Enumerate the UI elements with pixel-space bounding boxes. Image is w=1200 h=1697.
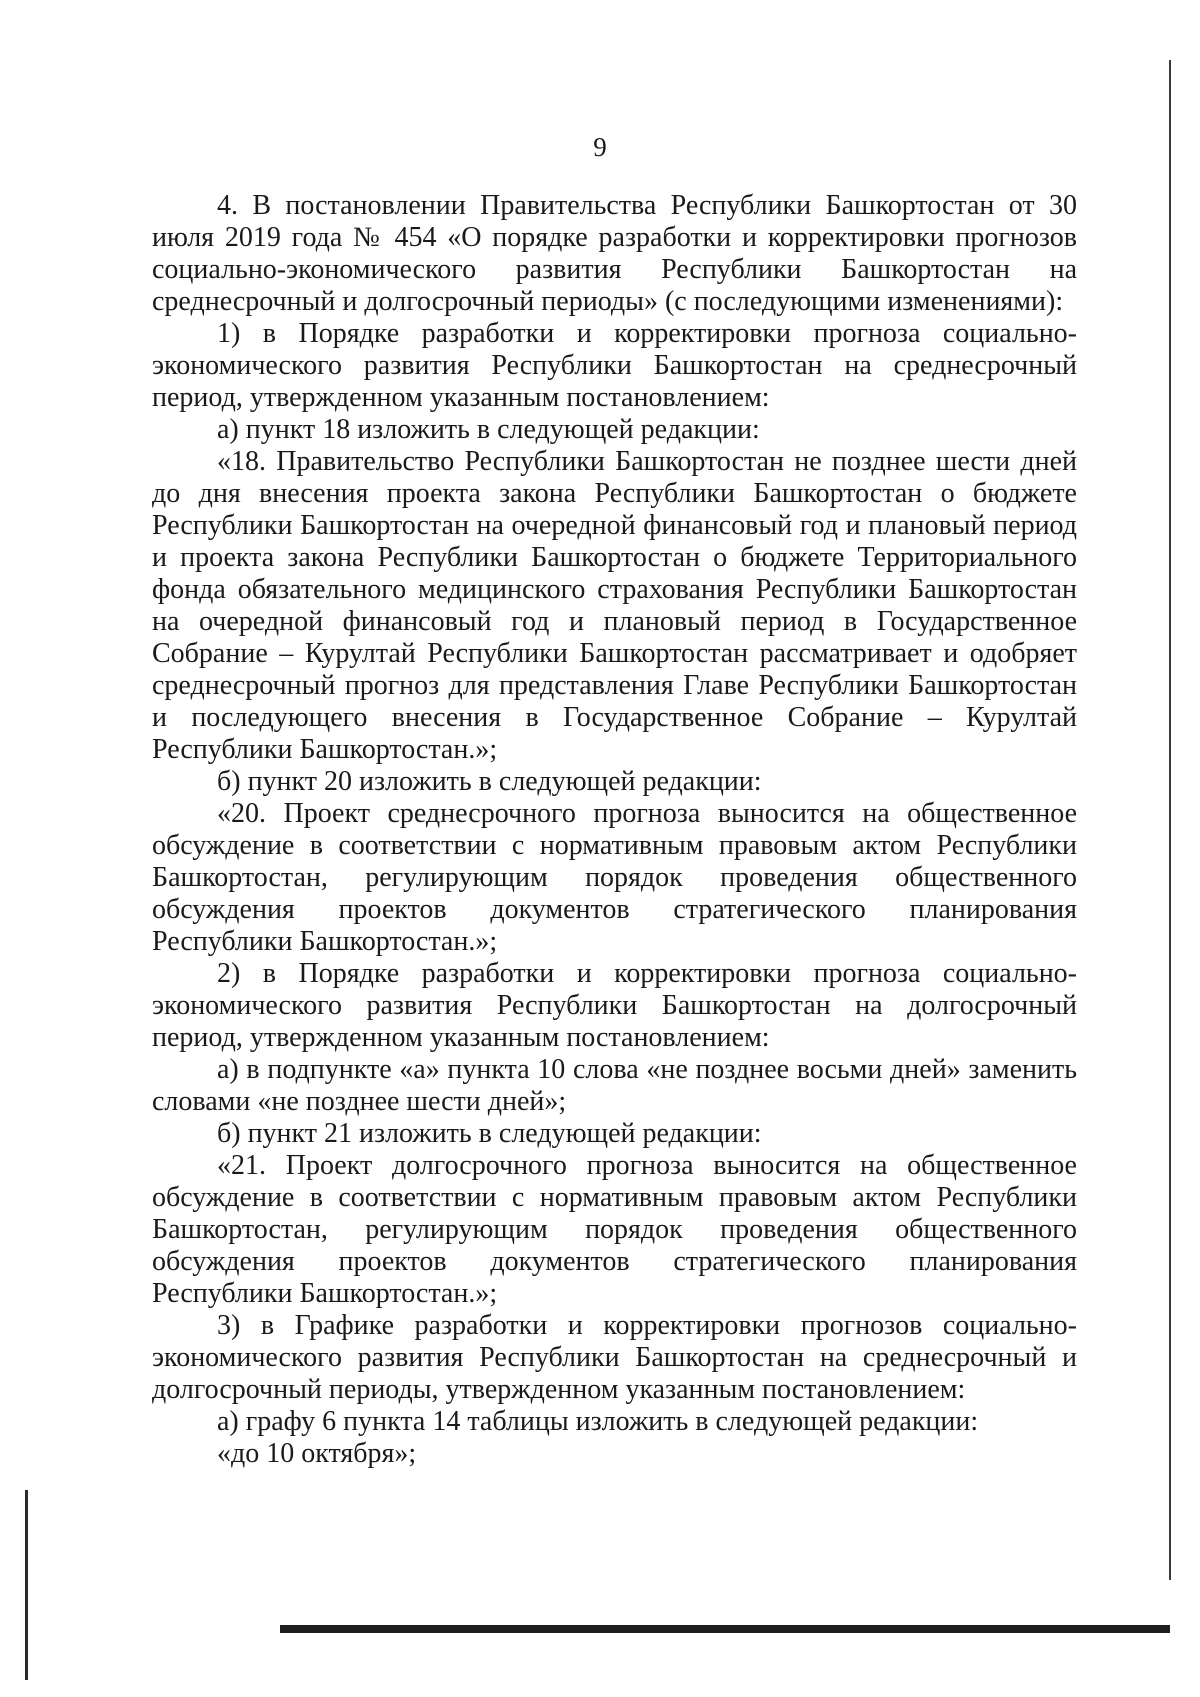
paragraph-subitem-3a: а) графу 6 пункта 14 таблицы изложить в следующей редакции:: [217, 1406, 979, 1437]
document-body: [152, 190, 1077, 1470]
paragraph-subitem-1: 1) в Порядке разработки и корректировки прогноза социально-экономического развития Республики Башкортостан на среднесрочный период, утвержденном указанным постановлением:: [152, 318, 1077, 413]
paragraph-quote-18: «18. Правительство Республики Башкортостан не позднее шести дней до дня внесения проекта закона Республики Башкортостан о бюджете Республики Башкортостан на очередной финансовый год и плановый период и проекта закона Республики Башкортостан о бюджете Территориального фонда обязательного медицинского страхования Республики Башкортостан на очередной финансовый год и плановый период в Государственное Собрание – Курултай Республики Башкортостан рассматривает и одобряет среднесрочный прогноз для представления Главе Республики Башкортостан и последующего внесения в Государственное Собрание – Курултай Республики Башкортостан.»;: [152, 446, 1077, 765]
scan-edge-right: [1169, 60, 1171, 1580]
scan-edge-bottom: [280, 1625, 1170, 1633]
paragraph-subitem-1b: б) пункт 20 изложить в следующей редакции:: [217, 766, 762, 797]
paragraph-quote-date: «до 10 октября»;: [217, 1438, 417, 1469]
paragraph-item-4-intro: 4. В постановлении Правительства Республики Башкортостан от 30 июля 2019 года № 454 «О порядке разработки и корректировки прогнозов социально-экономического развития Республики Башкортостан на среднесрочный и долгосрочный периоды» (с последующими изменениями):: [152, 190, 1077, 317]
paragraph-subitem-2b: б) пункт 21 изложить в следующей редакции:: [217, 1118, 762, 1149]
paragraph-subitem-1a: а) пункт 18 изложить в следующей редакции:: [217, 414, 760, 445]
paragraph-quote-20: «20. Проект среднесрочного прогноза выносится на общественное обсуждение в соответствии с нормативным правовым актом Республики Башкортостан, регулирующим порядок проведения общественного обсуждения проектов документов стратегического планирования Республики Башкортостан.»;: [152, 798, 1077, 957]
scan-edge-left: [25, 1490, 28, 1680]
paragraph-subitem-2: 2) в Порядке разработки и корректировки прогноза социально-экономического развития Республики Башкортостан на долгосрочный период, утвержденном указанным постановлением:: [152, 958, 1077, 1053]
paragraph-quote-21: «21. Проект долгосрочного прогноза выносится на общественное обсуждение в соответствии с нормативным правовым актом Республики Башкортостан, регулирующим порядок проведения общественного обсуждения проектов документов стратегического планирования Республики Башкортостан.»;: [152, 1150, 1077, 1309]
paragraph-subitem-2a: а) в подпункте «а» пункта 10 слова «не позднее восьми дней» заменить словами «не позднее шести дней»;: [152, 1054, 1077, 1117]
page-number: 9: [593, 132, 607, 162]
paragraph-subitem-3: 3) в Графике разработки и корректировки прогнозов социально-экономического развития Республики Башкортостан на среднесрочный и долгосрочный периоды, утвержденном указанным постановлением:: [152, 1310, 1077, 1405]
